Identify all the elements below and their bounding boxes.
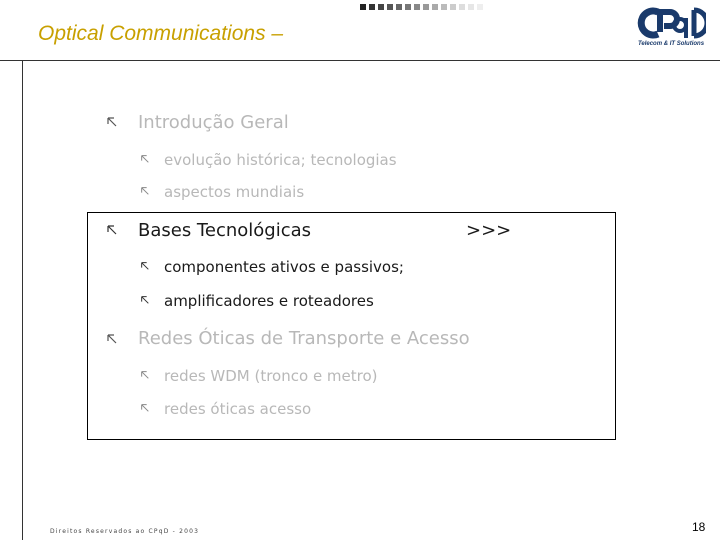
forward-marker: >>> [466, 220, 512, 241]
left-margin-line [22, 60, 23, 540]
cpqd-logo [636, 6, 706, 52]
cpqd-logo-mark [636, 6, 706, 40]
arrow-bullet-icon [140, 403, 150, 413]
logo-tagline: Telecom & IT Solutions [637, 41, 705, 47]
list-item: amplificadores e roteadores [164, 292, 374, 310]
arrow-bullet-icon [106, 116, 118, 128]
arrow-bullet-icon [106, 333, 118, 345]
arrow-bullet-icon [140, 295, 150, 305]
section-heading: Redes Óticas de Transporte e Acesso [138, 328, 470, 349]
list-item: aspectos mundiais [164, 183, 305, 201]
arrow-bullet-icon [140, 370, 150, 380]
slide-title: Optical Communications – [38, 22, 284, 45]
list-item: redes WDM (tronco e metro) [164, 367, 378, 385]
arrow-bullet-icon [140, 154, 150, 164]
header-divider [0, 60, 720, 61]
decorative-dot-strip [360, 4, 483, 10]
section-heading: Bases Tecnológicas [138, 220, 312, 241]
arrow-bullet-icon [140, 261, 150, 271]
section-heading: Introdução Geral [138, 112, 289, 133]
arrow-bullet-icon [106, 224, 118, 236]
arrow-bullet-icon [140, 186, 150, 196]
copyright-notice: Direitos Reservados ao CPqD - 2003 [50, 528, 200, 535]
list-item: evolução histórica; tecnologias [164, 151, 397, 169]
list-item: componentes ativos e passivos; [164, 258, 404, 276]
list-item: redes óticas acesso [164, 400, 312, 418]
page-number: 18 [692, 520, 706, 534]
